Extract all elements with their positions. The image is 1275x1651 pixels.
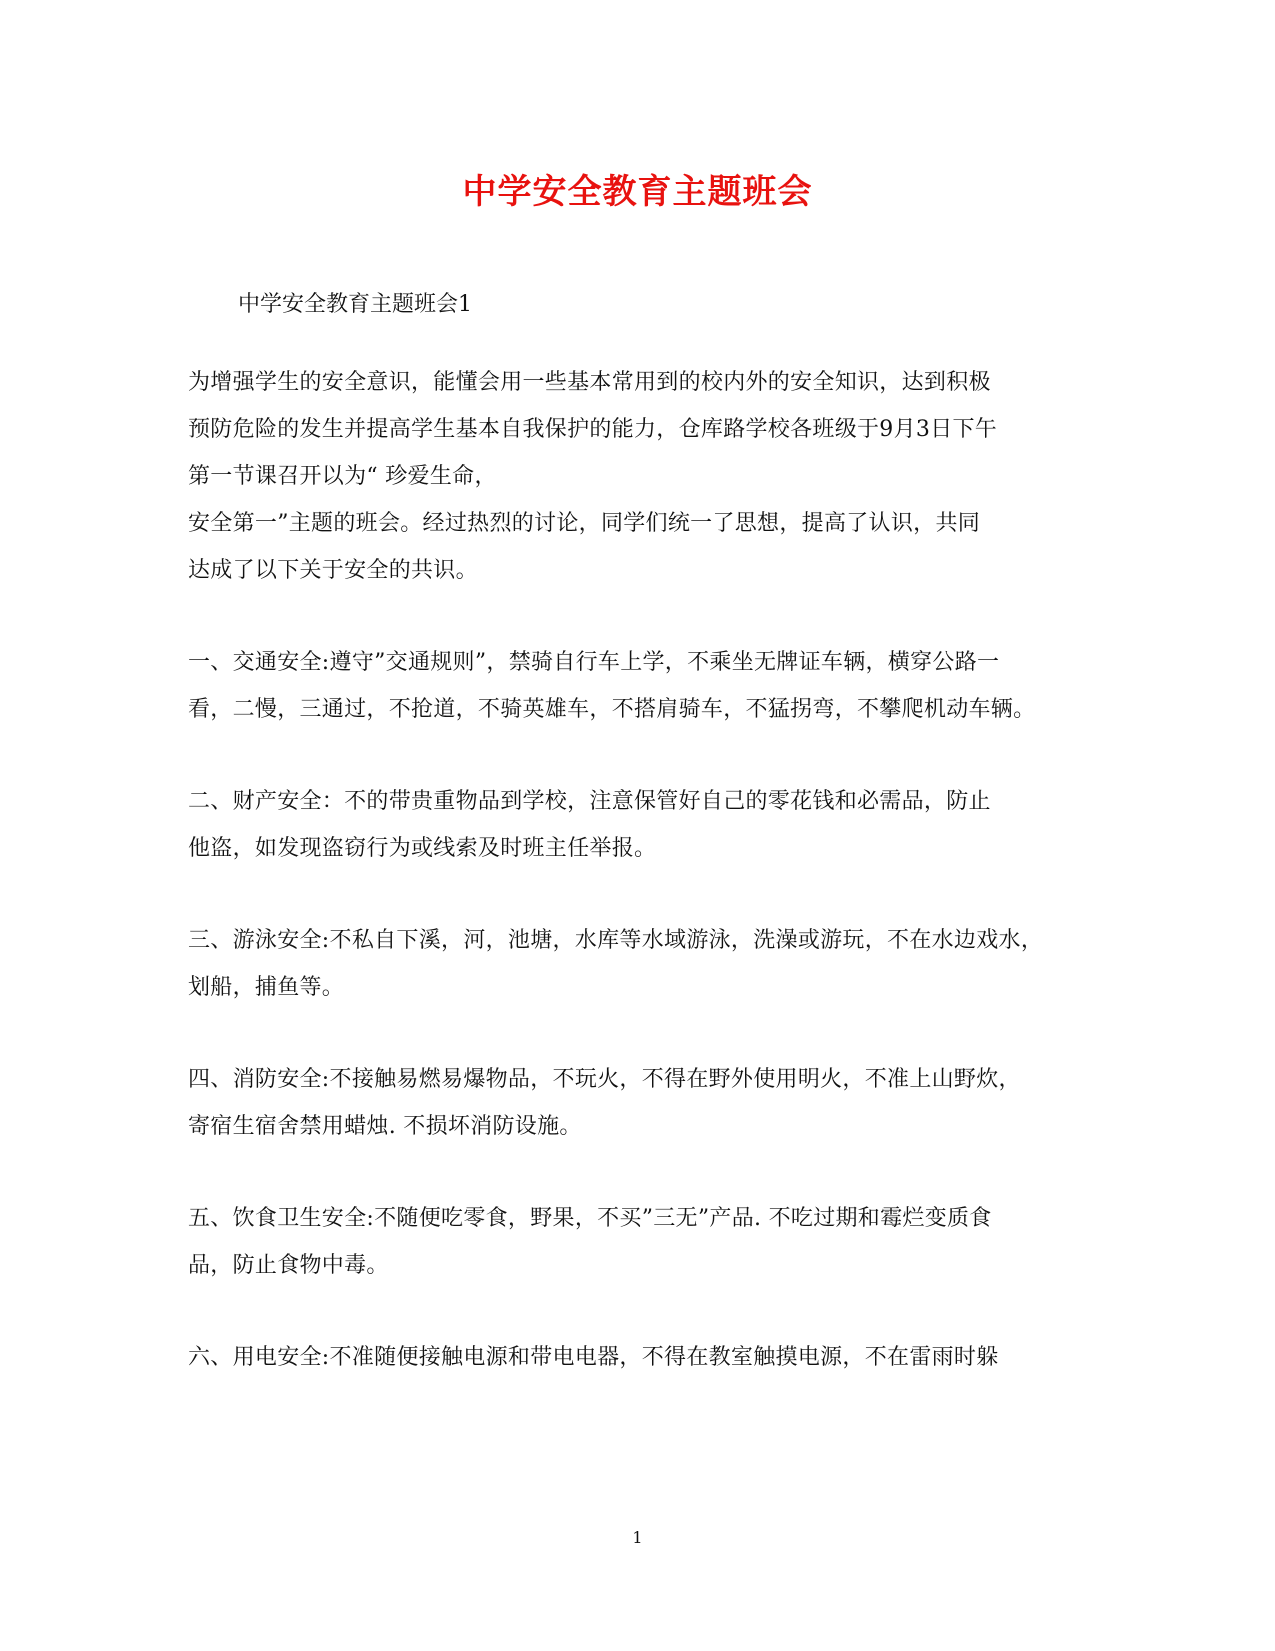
text-line: 品，防止食物中毒。 [188,1253,389,1278]
text-line: 他盗，如发现盗窃行为或线索及时班主任举报。 [188,836,657,861]
page-number: 1 [632,1528,643,1547]
text-line: 寄宿生宿舍禁用蜡烛. 不损坏消防设施。 [188,1114,582,1139]
text-line: 划船，捕鱼等。 [188,975,345,1000]
text-line: 为增强学生的安全意识，能懂会用一些基本常用到的校内外的安全知识，达到积极 [188,370,991,395]
text-line: 第一节课召开以为“ 珍爱生命， [188,464,497,489]
document-subtitle: 中学安全教育主题班会1 [238,292,472,317]
text-line: 看，二慢，三通过，不抢道，不骑英雄车，不搭肩骑车，不猛拐弯，不攀爬机动车辆。 [188,697,1036,722]
document-title: 中学安全教育主题班会 [462,172,813,212]
text-line: 二、财产安全：不的带贵重物品到学校，注意保管好自己的零花钱和必需品，防止 [188,789,991,814]
text-line: 一、交通安全:遵守”交通规则”，禁骑自行车上学，不乘坐无牌证车辆，横穿公路一 [188,650,1000,675]
text-line: 预防危险的发生并提高学生基本自我保护的能力，仓库路学校各班级于9月3日下午 [188,417,998,442]
text-line: 三、游泳安全:不私自下溪，河，池塘，水库等水域游泳，洗澡或游玩，不在水边戏水， [188,928,1044,953]
text-line: 六、用电安全:不准随便接触电源和带电电器，不得在教室触摸电源，不在雷雨时躲 [188,1345,999,1370]
text-line: 达成了以下关于安全的共识。 [188,558,478,583]
text-line: 安全第一”主题的班会。经过热烈的讨论，同学们统一了思想，提高了认识，共同 [188,511,981,536]
text-line: 四、消防安全:不接触易燃易爆物品，不玩火，不得在野外使用明火，不准上山野炊， [188,1067,1021,1092]
text-line: 五、饮食卫生安全:不随便吃零食，野果，不买”三无”产品. 不吃过期和霉烂变质食 [188,1206,992,1231]
